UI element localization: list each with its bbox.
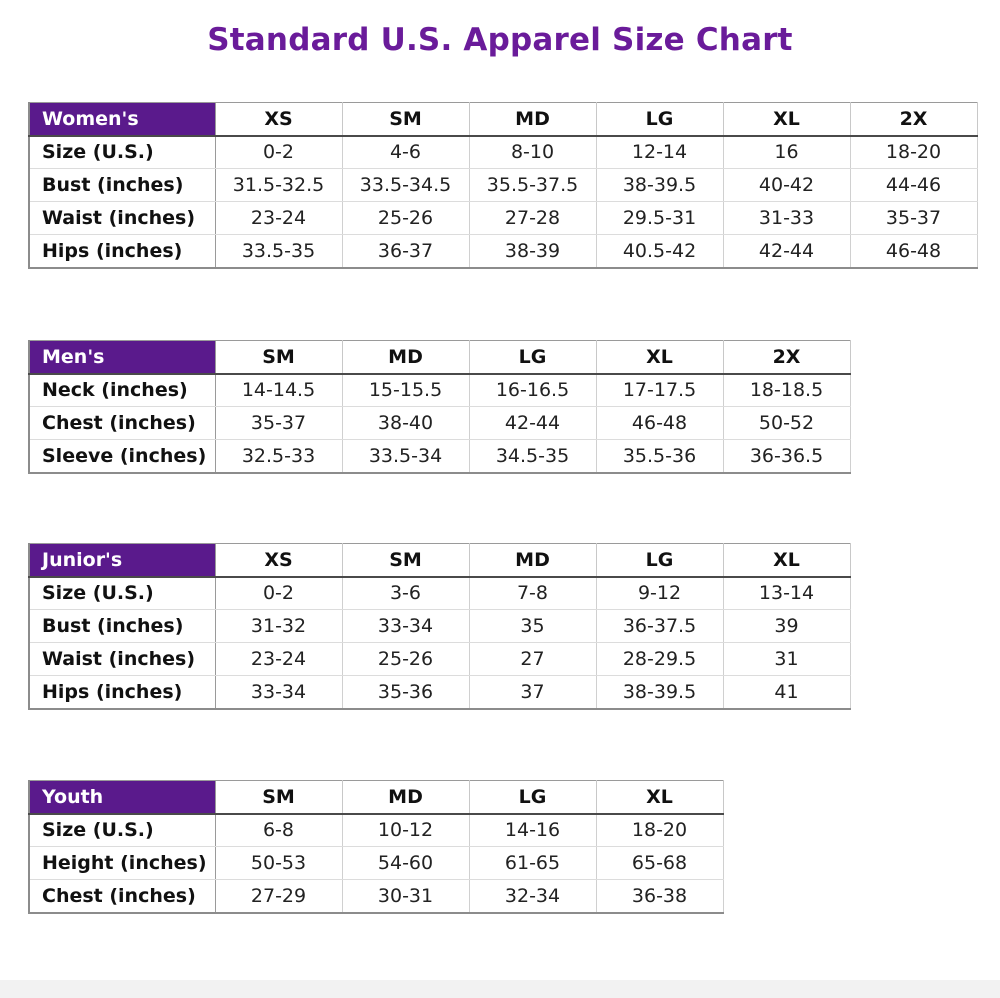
measurement-value: 36-38 bbox=[596, 880, 723, 913]
measurement-value: 50-53 bbox=[215, 847, 342, 880]
table-row bbox=[29, 847, 723, 880]
measurement-value: 32.5-33 bbox=[215, 440, 342, 473]
measurement-value: 54-60 bbox=[342, 847, 469, 880]
measurement-value: 36-36.5 bbox=[723, 440, 850, 473]
measurement-value: 18-20 bbox=[596, 814, 723, 847]
size-column-header: SM bbox=[215, 341, 342, 374]
measurement-value: 23-24 bbox=[215, 202, 342, 235]
measurement-value: 28-29.5 bbox=[596, 643, 723, 676]
measurement-value: 13-14 bbox=[723, 577, 850, 610]
measurement-value: 46-48 bbox=[850, 235, 977, 268]
measurement-label: Hips (inches) bbox=[29, 676, 215, 709]
size-column-header: SM bbox=[342, 544, 469, 577]
measurement-value: 33-34 bbox=[342, 610, 469, 643]
size-column-header: MD bbox=[342, 341, 469, 374]
measurement-label: Neck (inches) bbox=[29, 374, 215, 407]
measurement-label: Waist (inches) bbox=[29, 643, 215, 676]
table-row bbox=[29, 407, 850, 440]
table-row bbox=[29, 880, 723, 913]
measurement-value: 31.5-32.5 bbox=[215, 169, 342, 202]
measurement-value: 15-15.5 bbox=[342, 374, 469, 407]
size-column-header: LG bbox=[596, 544, 723, 577]
measurement-value: 18-18.5 bbox=[723, 374, 850, 407]
measurement-value: 38-39.5 bbox=[596, 169, 723, 202]
table-header-row bbox=[29, 103, 977, 136]
category-label: Men's bbox=[29, 341, 215, 374]
measurement-value: 35-37 bbox=[215, 407, 342, 440]
measurement-value: 35-36 bbox=[342, 676, 469, 709]
measurement-label: Chest (inches) bbox=[29, 880, 215, 913]
mens-size-table bbox=[28, 340, 851, 474]
womens-size-table bbox=[28, 102, 978, 269]
measurement-value: 46-48 bbox=[596, 407, 723, 440]
measurement-value: 37 bbox=[469, 676, 596, 709]
measurement-value: 27-28 bbox=[469, 202, 596, 235]
measurement-value: 27 bbox=[469, 643, 596, 676]
measurement-value: 31-32 bbox=[215, 610, 342, 643]
table-row bbox=[29, 169, 977, 202]
size-column-header: LG bbox=[596, 103, 723, 136]
measurement-value: 27-29 bbox=[215, 880, 342, 913]
size-column-header: LG bbox=[469, 341, 596, 374]
size-column-header: MD bbox=[469, 544, 596, 577]
measurement-value: 42-44 bbox=[723, 235, 850, 268]
size-column-header: 2X bbox=[723, 341, 850, 374]
size-column-header: SM bbox=[215, 781, 342, 814]
measurement-value: 3-6 bbox=[342, 577, 469, 610]
measurement-value: 35.5-37.5 bbox=[469, 169, 596, 202]
measurement-value: 36-37 bbox=[342, 235, 469, 268]
table-row bbox=[29, 814, 723, 847]
measurement-label: Chest (inches) bbox=[29, 407, 215, 440]
measurement-value: 38-39.5 bbox=[596, 676, 723, 709]
category-label: Women's bbox=[29, 103, 215, 136]
measurement-value: 25-26 bbox=[342, 202, 469, 235]
measurement-value: 32-34 bbox=[469, 880, 596, 913]
measurement-label: Bust (inches) bbox=[29, 610, 215, 643]
measurement-value: 14-14.5 bbox=[215, 374, 342, 407]
measurement-label: Waist (inches) bbox=[29, 202, 215, 235]
measurement-value: 40.5-42 bbox=[596, 235, 723, 268]
measurement-value: 16-16.5 bbox=[469, 374, 596, 407]
measurement-value: 30-31 bbox=[342, 880, 469, 913]
category-label: Junior's bbox=[29, 544, 215, 577]
measurement-value: 40-42 bbox=[723, 169, 850, 202]
size-column-header: XS bbox=[215, 544, 342, 577]
measurement-value: 33.5-34.5 bbox=[342, 169, 469, 202]
size-column-header: MD bbox=[342, 781, 469, 814]
juniors-size-table bbox=[28, 543, 851, 710]
measurement-value: 31 bbox=[723, 643, 850, 676]
size-column-header: SM bbox=[342, 103, 469, 136]
bottom-strip bbox=[0, 980, 1000, 998]
measurement-value: 38-40 bbox=[342, 407, 469, 440]
size-column-header: XL bbox=[723, 544, 850, 577]
measurement-value: 44-46 bbox=[850, 169, 977, 202]
table-row bbox=[29, 643, 850, 676]
table-row bbox=[29, 235, 977, 268]
measurement-value: 0-2 bbox=[215, 577, 342, 610]
measurement-value: 7-8 bbox=[469, 577, 596, 610]
measurement-value: 16 bbox=[723, 136, 850, 169]
measurement-value: 18-20 bbox=[850, 136, 977, 169]
measurement-value: 33-34 bbox=[215, 676, 342, 709]
measurement-label: Size (U.S.) bbox=[29, 577, 215, 610]
measurement-value: 33.5-35 bbox=[215, 235, 342, 268]
table-row bbox=[29, 676, 850, 709]
size-column-header: XL bbox=[723, 103, 850, 136]
table-row bbox=[29, 136, 977, 169]
measurement-value: 29.5-31 bbox=[596, 202, 723, 235]
measurement-label: Hips (inches) bbox=[29, 235, 215, 268]
measurement-value: 36-37.5 bbox=[596, 610, 723, 643]
size-column-header: LG bbox=[469, 781, 596, 814]
table-row bbox=[29, 374, 850, 407]
size-column-header: XL bbox=[596, 341, 723, 374]
measurement-value: 35 bbox=[469, 610, 596, 643]
size-column-header: XS bbox=[215, 103, 342, 136]
size-column-header: MD bbox=[469, 103, 596, 136]
table-row bbox=[29, 577, 850, 610]
size-column-header: 2X bbox=[850, 103, 977, 136]
measurement-value: 35-37 bbox=[850, 202, 977, 235]
table-header-row bbox=[29, 781, 723, 814]
measurement-label: Bust (inches) bbox=[29, 169, 215, 202]
measurement-value: 61-65 bbox=[469, 847, 596, 880]
measurement-value: 14-16 bbox=[469, 814, 596, 847]
measurement-value: 6-8 bbox=[215, 814, 342, 847]
measurement-value: 34.5-35 bbox=[469, 440, 596, 473]
page-title: Standard U.S. Apparel Size Chart bbox=[207, 22, 793, 58]
measurement-value: 39 bbox=[723, 610, 850, 643]
table-row bbox=[29, 202, 977, 235]
measurement-label: Size (U.S.) bbox=[29, 136, 215, 169]
measurement-value: 9-12 bbox=[596, 577, 723, 610]
measurement-value: 8-10 bbox=[469, 136, 596, 169]
measurement-value: 17-17.5 bbox=[596, 374, 723, 407]
measurement-value: 50-52 bbox=[723, 407, 850, 440]
measurement-value: 12-14 bbox=[596, 136, 723, 169]
category-label: Youth bbox=[29, 781, 215, 814]
measurement-value: 23-24 bbox=[215, 643, 342, 676]
measurement-label: Sleeve (inches) bbox=[29, 440, 215, 473]
table-row bbox=[29, 440, 850, 473]
measurement-value: 42-44 bbox=[469, 407, 596, 440]
measurement-value: 0-2 bbox=[215, 136, 342, 169]
table-row bbox=[29, 610, 850, 643]
measurement-value: 4-6 bbox=[342, 136, 469, 169]
measurement-value: 65-68 bbox=[596, 847, 723, 880]
measurement-value: 33.5-34 bbox=[342, 440, 469, 473]
measurement-value: 25-26 bbox=[342, 643, 469, 676]
table-header-row bbox=[29, 544, 850, 577]
measurement-value: 10-12 bbox=[342, 814, 469, 847]
measurement-label: Size (U.S.) bbox=[29, 814, 215, 847]
measurement-value: 38-39 bbox=[469, 235, 596, 268]
measurement-label: Height (inches) bbox=[29, 847, 215, 880]
size-column-header: XL bbox=[596, 781, 723, 814]
youth-size-table bbox=[28, 780, 724, 914]
measurement-value: 35.5-36 bbox=[596, 440, 723, 473]
measurement-value: 31-33 bbox=[723, 202, 850, 235]
measurement-value: 41 bbox=[723, 676, 850, 709]
table-header-row bbox=[29, 341, 850, 374]
